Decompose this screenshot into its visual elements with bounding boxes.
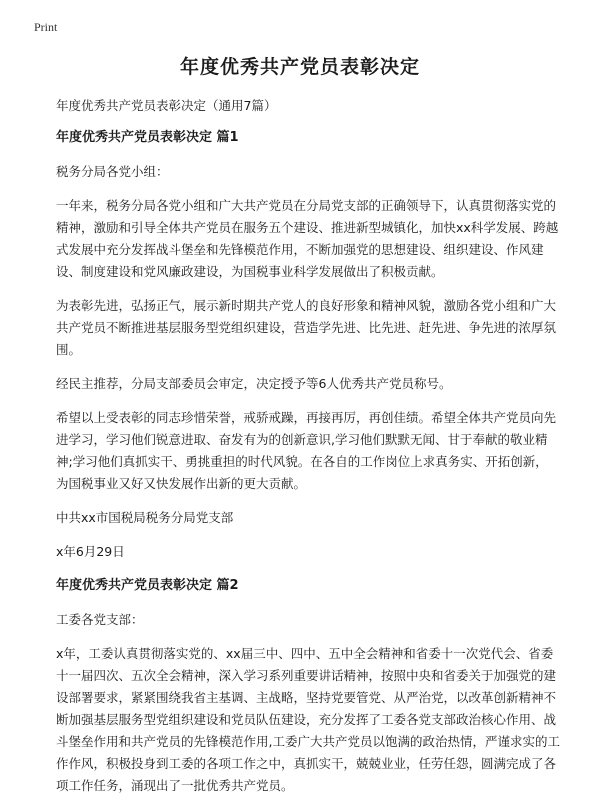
print-label: Print — [34, 20, 58, 34]
signature-date: x年6月29日 — [56, 544, 125, 559]
paragraph: 希望以上受表彰的同志珍惜荣誉，戒骄戒躁，再接再厉，再创佳绩。希望全体共产党员向先进学习，学习他们锐意进取、奋发有为的创新意识,学习他们默默无闻、甘于奉献的敬业精神;学习他们真抓实干、勇挑重担的时代风貌。在各自的工作岗位上求真务实、开拓创新，为国税事业又好又快发展作出新的更大贡献。 — [56, 410, 557, 491]
document-subtitle: 年度优秀共产党员表彰决定（通用7篇） — [56, 98, 277, 113]
paragraph: 为表彰先进，弘扬正气，展示新时期共产党人的良好形象和精神风貌，激励各党小组和广大共产党员不断推进基层服务型党组织建设，营造学先进、比先进、赶先进、争先进的浓厚氛围。 — [56, 298, 557, 357]
section-heading: 年度优秀共产党员表彰决定 篇1 — [56, 130, 239, 145]
document-body — [56, 95, 560, 809]
salutation: 税务分局各党小组： — [56, 164, 169, 179]
signature-organization: 中共xx市国税局税务分局党支部 — [56, 510, 234, 525]
paragraph: 一年来，税务分局各党小组和广大共产党员在分局党支部的正确领导下，认真贯彻落实党的精神，激励和引导全体共产党员在服务五个建设、推进新型城镇化，加快xx科学发展、跨越式发展中充分发挥战斗堡垒和先锋模范作用，不断加强党的思想建设、组织建设、作风建设、制度建设和党风廉政建设，为国税事业科学发展做出了积极贡献。 — [56, 198, 559, 279]
paragraph: x年，工委认真贯彻落实党的、xx届三中、四中、五中全会精神和省委十一次党代会、省委十一届四次、五次全会精神，深入学习系列重要讲话精神，按照中央和省委关于加强党的建设部署要求，紧紧围绕我省主基调、主战略，坚持党要管党、从严治党，以改革创新精神不断加强基层服务型党组织建设和党员队伍建设，充分发挥了工委各党支部政治核心作用、战斗堡垒作用和共产党员的先锋模范作用,工委广大共产党员以饱满的政治热情，严谨求实的工作作风，积极投身到工委的各项工作之中，真抓实干，兢兢业业，任劳任怨，圆满完成了各项工作任务，涌现出了一批优秀共产党员。 — [56, 646, 560, 793]
paragraph: 经民主推荐，分局支部委员会审定，决定授予等6人优秀共产党员称号。 — [56, 376, 452, 391]
page-title: 年度优秀共产党员表彰决定 — [179, 56, 420, 78]
section-heading: 年度优秀共产党员表彰决定 篇2 — [56, 578, 239, 593]
salutation: 工委各党支部： — [56, 612, 144, 627]
